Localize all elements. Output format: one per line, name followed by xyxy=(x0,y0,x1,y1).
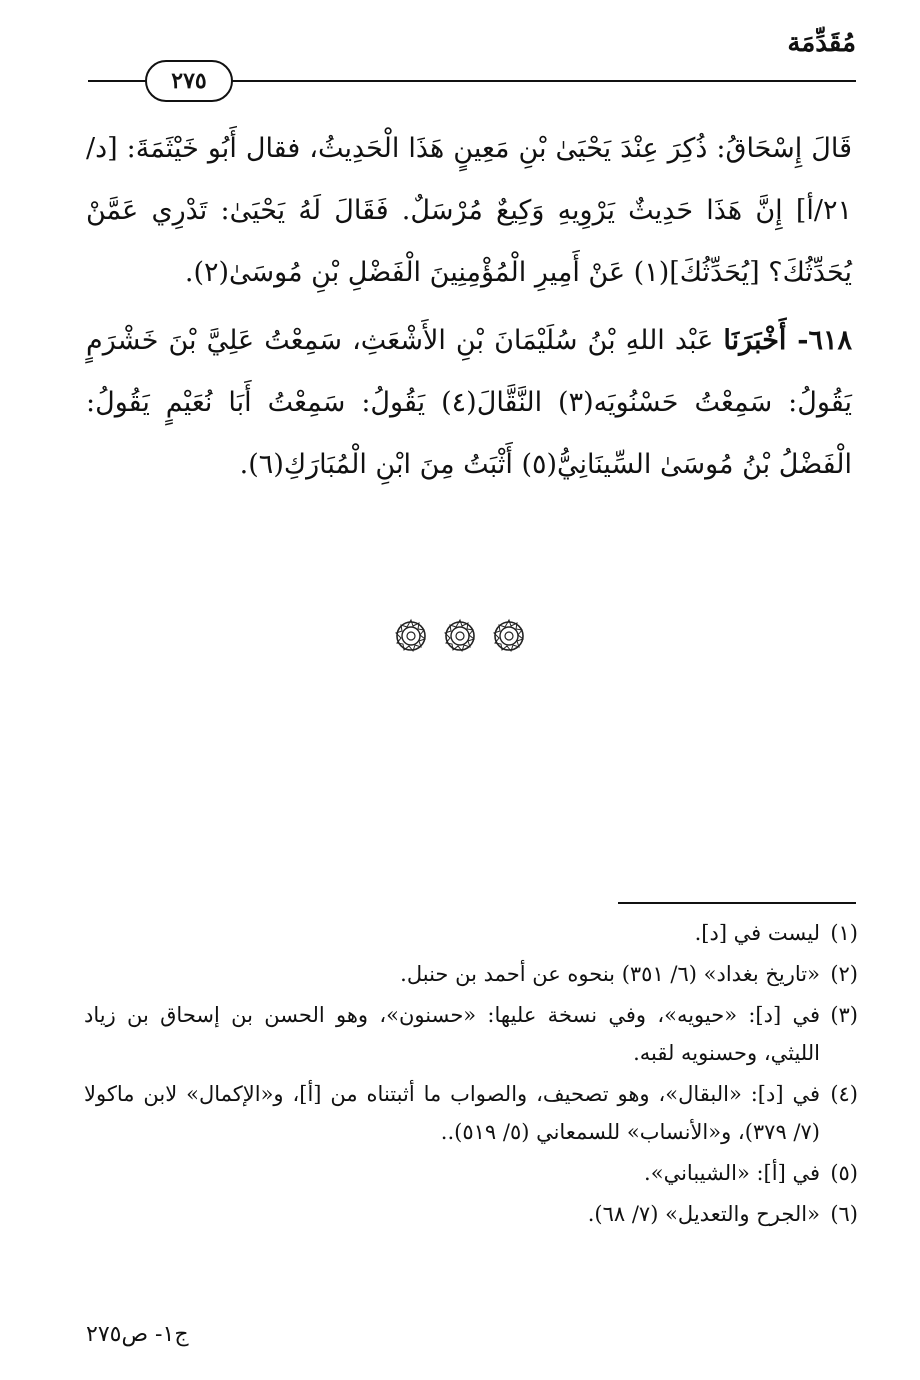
footnote-rule xyxy=(618,902,856,904)
section-ornaments xyxy=(0,618,920,654)
footnote-1 xyxy=(84,914,858,952)
footnote-number: (٥) xyxy=(830,1161,858,1185)
hadith-number: ٦١٨- xyxy=(786,325,853,356)
volume-page-signature: ج١- ص٢٧٥ xyxy=(86,1322,189,1347)
running-title: مُقَدِّمَة xyxy=(787,28,856,58)
footnote-text: «تاريخ بغداد» (٦/ ٣٥١) بنحوه عن أحمد بن حنبل. xyxy=(400,962,820,986)
footnote-number: (١) xyxy=(830,921,858,945)
paragraph-1: قَالَ إِسْحَاقُ: ذُكِرَ عِنْدَ يَحْيَىٰ بْنِ مَعِينٍ هَذَا الْحَدِيثُ، فقال أَبُو خَيْثَمَةَ: [د/ ٢١/أ] إِنَّ هَذَا حَدِيثٌ يَرْوِيهِ وَكِيعٌ مُرْسَلٌ. فَقَالَ لَهُ يَحْيَىٰ: تَدْرِي عَمَّنْ يُحَدِّثُكَ؟ [يُحَدِّثُكَ](١) عَنْ أَمِيرِ الْمُؤْمِنِينَ الْفَضْلِ بْنِ مُوسَىٰ(٢). xyxy=(86,133,852,288)
footnote-number: (٣) xyxy=(830,1003,858,1027)
footnote-text: في [د]: «البقال»، وهو تصحيف، والصواب ما أثبتناه من [أ]، و«الإكمال» لابن ماكولا (٧/ ٣٧٩)، و«الأنساب» للسمعاني (٥/ ٥١٩).. xyxy=(84,1082,820,1144)
footnote-number: (٤) xyxy=(830,1082,858,1106)
footnote-3 xyxy=(84,996,858,1072)
footnote-number: (٦) xyxy=(830,1202,858,1226)
footnote-2 xyxy=(84,955,858,993)
footnotes xyxy=(84,914,858,1236)
footnote-text: ليست في [د]. xyxy=(694,921,820,945)
main-text xyxy=(86,118,852,496)
footnote-5 xyxy=(84,1154,858,1192)
footnote-text: في [د]: «حيويه»، وفي نسخة عليها: «حسنون»، وهو الحسن بن إسحاق بن زياد الليثي، وحسنويه لقبه. xyxy=(84,1003,820,1065)
footnote-text: «الجرح والتعديل» (٧/ ٦٨). xyxy=(587,1202,820,1226)
rosette-icon xyxy=(442,618,478,654)
footnote-number: (٢) xyxy=(830,962,858,986)
page-number-badge: ٢٧٥ xyxy=(145,60,233,102)
paragraph-2 xyxy=(86,310,852,496)
footnote-6 xyxy=(84,1195,858,1233)
rosette-icon xyxy=(393,618,429,654)
footnote-4 xyxy=(84,1075,858,1151)
lead-word: أَخْبَرَنَا xyxy=(723,325,787,356)
rosette-icon xyxy=(491,618,527,654)
paragraph-2-text: عَبْد اللهِ بْنُ سُلَيْمَانَ بْنِ الأَشْعَثِ، سَمِعْتُ عَلِيَّ بْنَ خَشْرَمٍ يَقُولُ: سَمِعْتُ حَسْنُويَه(٣) النَّقَّالَ(٤) يَقُولُ: سَمِعْتُ أَبَا نُعَيْمٍ يَقُولُ: الْفَضْلُ بْنُ مُوسَىٰ السِّينَانِيُّ(٥) أَثْبَتُ مِنَ ابْنِ الْمُبَارَكِ(٦). xyxy=(86,325,853,480)
footnote-text: في [أ]: «الشيباني». xyxy=(644,1161,820,1185)
